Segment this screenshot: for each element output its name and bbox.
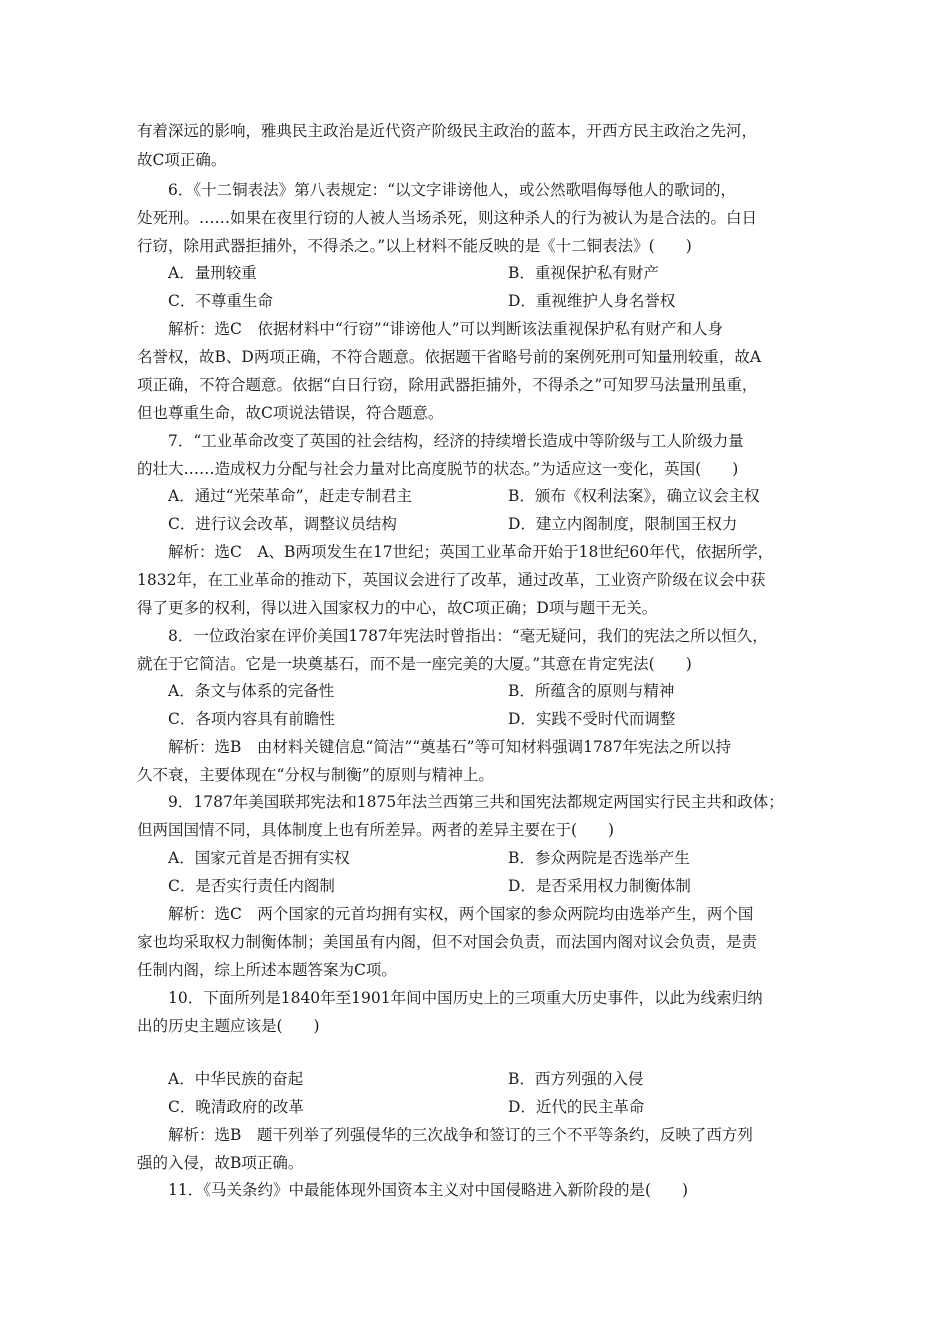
question-9-stem: 9．1787年美国联邦宪法和1875年法兰西第三共和国宪法都规定两国实行民主共和政体； <box>168 793 784 811</box>
question-9-analysis: 任制内阁，综上所述本题答案为C项。 <box>137 961 397 979</box>
question-8-option-d: D．实践不受时代而调整 <box>508 710 676 728</box>
question-6-stem: 6．《十二铜表法》第八表规定：“以文字诽谤他人，或公然歌唱侮辱他人的歌词的， <box>168 181 737 199</box>
question-7-analysis: 得了更多的权利，得以进入国家权力的中心，故C项正确；D项与题干无关。 <box>137 599 658 617</box>
question-6-option-a: A．量刑较重 <box>168 264 257 282</box>
question-10-analysis: 解析：选B 题干列举了列强侵华的三次战争和签订的三个不平等条约，反映了西方列 <box>168 1126 753 1144</box>
question-9-analysis: 解析：选C 两个国家的元首均拥有实权，两个国家的参众两院均由选举产生，两个国 <box>168 905 754 923</box>
question-8-option-a: A．条文与体系的完备性 <box>168 682 335 700</box>
question-7-stem: 7．“工业革命改变了英国的社会结构，经济的持续增长造成中等阶级与工人阶级力量 <box>168 432 744 450</box>
question-8-option-b: B．所蕴含的原则与精神 <box>508 682 675 700</box>
question-10-option-b: B．西方列强的入侵 <box>508 1070 644 1088</box>
question-6-option-c: C．不尊重生命 <box>168 292 273 310</box>
paragraph-line: 故C项正确。 <box>137 151 227 169</box>
question-6-option-b: B．重视保护私有财产 <box>508 264 659 282</box>
question-10-option-c: C．晚清政府的改革 <box>168 1098 304 1116</box>
question-8-analysis: 解析：选B 由材料关键信息“简洁”“奠基石”等可知材料强调1787年宪法之所以持 <box>168 738 732 756</box>
question-10-stem: 出的历史主题应该是( ) <box>137 1017 320 1035</box>
question-9-analysis: 家也均采取权力制衡体制；美国虽有内阁，但不对国会负责，而法国内阁对议会负责，是责 <box>137 933 758 951</box>
question-7-option-d: D．建立内阁制度，限制国王权力 <box>508 515 738 533</box>
question-6-stem: 处死刑。……如果在夜里行窃的人被人当场杀死，则这种杀人的行为被认为是合法的。白日 <box>137 209 758 227</box>
question-6-analysis: 项正确，不符合题意。依据“白日行窃，除用武器拒捕外，不得杀之”可知罗马法量刑虽重， <box>137 376 758 394</box>
question-10-stem: 10．下面所列是1840年至1901年间中国历史上的三项重大历史事件，以此为线索归纳 <box>168 989 763 1007</box>
question-6-analysis: 名誉权，故B、D两项正确，不符合题意。依据题干省略号前的案例死刑可知量刑较重，故A <box>137 348 762 366</box>
question-9-option-d: D．是否采用权力制衡体制 <box>508 877 691 895</box>
question-6-analysis: 解析：选C 依据材料中“行窃”“诽谤他人”可以判断该法重视保护私有财产和人身 <box>168 320 724 338</box>
question-9-option-c: C．是否实行责任内阁制 <box>168 877 335 895</box>
question-6-analysis: 但也尊重生命，故C项说法错误，符合题意。 <box>137 404 444 422</box>
question-9-option-b: B．参众两院是否选举产生 <box>508 849 690 867</box>
question-8-analysis: 久不衰，主要体现在“分权与制衡”的原则与精神上。 <box>137 766 494 784</box>
question-6-stem: 行窃，除用武器拒捕外，不得杀之。”以上材料不能反映的是《十二铜表法》( ) <box>137 237 692 255</box>
question-11-stem: 11．《马关条约》中最能体现外国资本主义对中国侵略进入新阶段的是( ) <box>168 1181 689 1199</box>
question-7-stem: 的壮大……造成权力分配与社会力量对比高度脱节的状态。”为适应这一变化，英国( ) <box>137 460 739 478</box>
question-10-option-a: A．中华民族的奋起 <box>168 1070 304 1088</box>
question-7-option-a: A．通过“光荣革命”，赶走专制君主 <box>168 487 413 505</box>
question-8-stem: 就在于它简洁。它是一块奠基石，而不是一座完美的大厦。”其意在肯定宪法( ) <box>137 655 692 673</box>
question-6-option-d: D．重视维护人身名誉权 <box>508 292 676 310</box>
question-7-option-c: C．进行议会改革，调整议员结构 <box>168 515 397 533</box>
question-7-analysis: 解析：选C A、B两项发生在17世纪；英国工业革命开始于18世纪60年代，依据所学， <box>168 543 774 561</box>
question-7-option-b: B．颁布《权利法案》，确立议会主权 <box>508 487 760 505</box>
question-8-stem: 8．一位政治家在评价美国1787年宪法时曾指出：“毫无疑问，我们的宪法之所以恒久， <box>168 627 768 645</box>
question-10-option-d: D．近代的民主革命 <box>508 1098 645 1116</box>
question-9-stem: 但两国国情不同，具体制度上也有所差异。两者的差异主要在于( ) <box>137 821 615 839</box>
question-8-option-c: C．各项内容具有前瞻性 <box>168 710 335 728</box>
question-7-analysis: 1832年，在工业革命的推动下，英国议会进行了改革，通过改革，工业资产阶级在议会中获 <box>137 571 766 589</box>
question-9-option-a: A．国家元首是否拥有实权 <box>168 849 350 867</box>
paragraph-line: 有着深远的影响，雅典民主政治是近代资产阶级民主政治的蓝本，开西方民主政治之先河， <box>137 122 758 140</box>
question-10-analysis: 强的入侵，故B项正确。 <box>137 1154 304 1172</box>
